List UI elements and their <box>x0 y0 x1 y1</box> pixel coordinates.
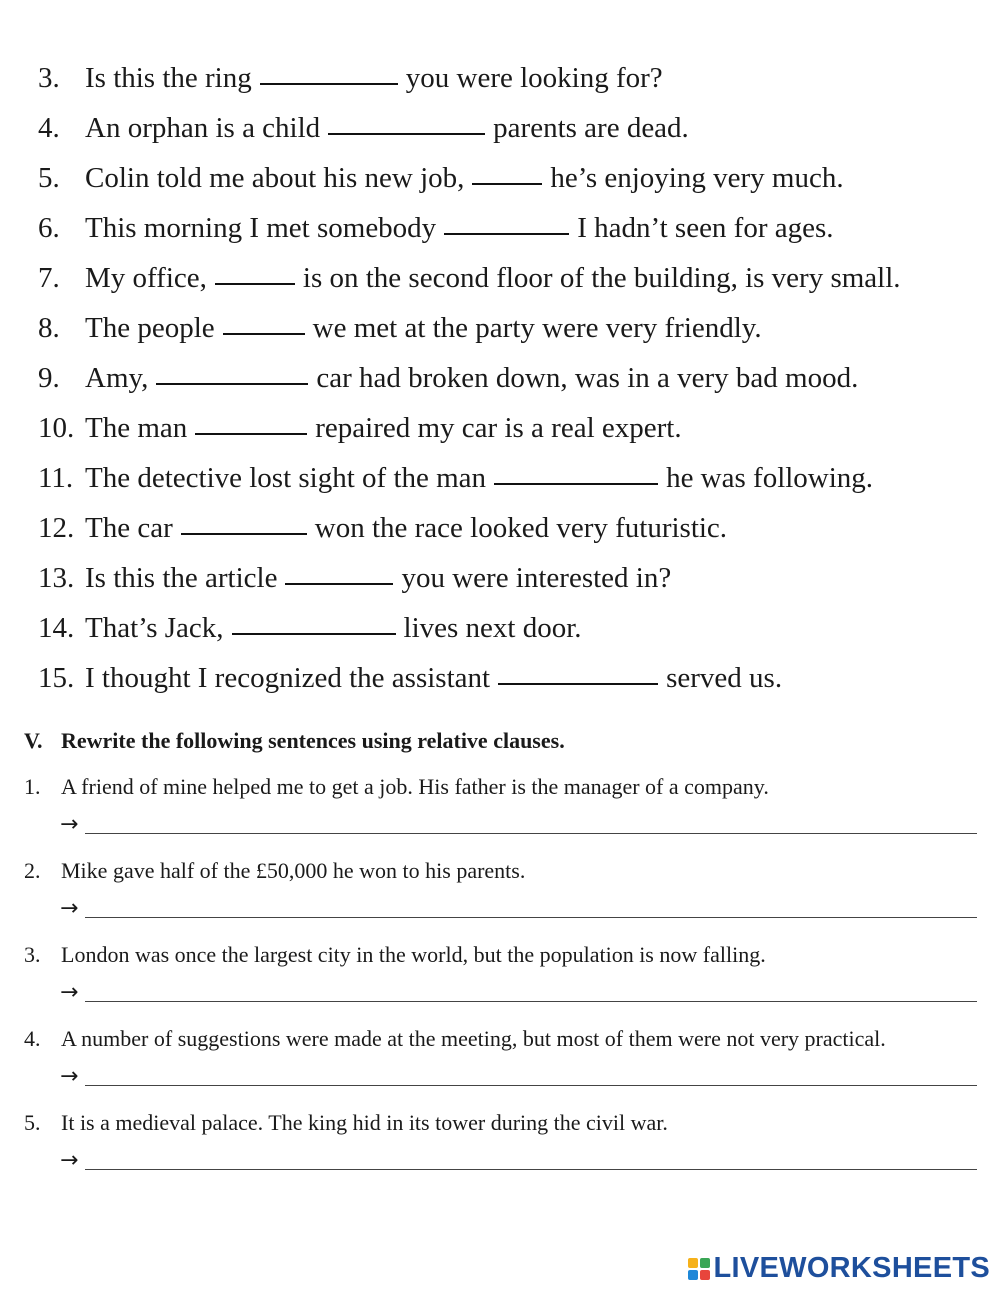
blank-input[interactable] <box>195 407 307 435</box>
item-text-after: won the race looked very futuristic. <box>314 512 728 544</box>
arrow-icon: → <box>60 980 79 1005</box>
rewrite-sentence: A friend of mine helped me to get a job. His father is the manager of a company. <box>61 774 769 799</box>
item-text-after: lives next door. <box>403 612 582 644</box>
logo-text: LIVEWORKSHEETS <box>713 1252 990 1284</box>
fill-item-4 <box>38 107 988 157</box>
item-text-after: served us. <box>666 662 783 694</box>
item-number: 14. <box>38 612 75 644</box>
blank-input[interactable] <box>156 357 308 385</box>
item-text-after: he’s enjoying very much. <box>550 162 844 194</box>
section-title: Rewrite the following sentences using relative clauses. <box>61 728 565 753</box>
item-text-before: That’s Jack, <box>85 612 224 644</box>
item-text-after: I hadn’t seen for ages. <box>577 212 834 244</box>
fill-item-14 <box>38 607 988 657</box>
item-text-before: The man <box>85 412 188 444</box>
rewrite-item-4 <box>24 1022 977 1090</box>
item-text-after: is on the second floor of the building, is very small. <box>302 262 901 294</box>
item-number: 8. <box>38 312 60 344</box>
item-text-after: he was following. <box>666 462 874 494</box>
blank-input[interactable] <box>223 307 305 335</box>
arrow-icon: → <box>60 1148 79 1173</box>
blank-input[interactable] <box>232 607 396 635</box>
blank-input[interactable] <box>498 657 658 685</box>
item-number: 3. <box>38 62 60 94</box>
fill-item-12 <box>38 507 988 557</box>
logo-block <box>688 1258 698 1268</box>
rewrite-number: 4. <box>24 1026 41 1051</box>
blank-input[interactable] <box>215 257 295 285</box>
fill-item-9 <box>38 357 988 407</box>
item-text-before: The detective lost sight of the man <box>85 462 487 494</box>
rewrite-number: 1. <box>24 774 41 799</box>
answer-input[interactable] <box>85 899 977 918</box>
item-number: 10. <box>38 412 75 444</box>
blank-input[interactable] <box>472 157 542 185</box>
item-text-before: Is this the ring <box>85 62 252 94</box>
arrow-icon: → <box>60 812 79 837</box>
fill-item-11 <box>38 457 988 507</box>
item-text-after: repaired my car is a real expert. <box>315 412 682 444</box>
item-text-before: This morning I met somebody <box>85 212 437 244</box>
item-text-after: car had broken down, was in a very bad mood. <box>316 362 859 394</box>
item-text-before: I thought I recognized the assistant <box>85 662 491 694</box>
item-number: 7. <box>38 262 60 294</box>
section-number: V. <box>24 728 43 753</box>
fill-item-13 <box>38 557 988 607</box>
answer-input[interactable] <box>85 1151 977 1170</box>
arrow-icon: → <box>60 896 79 921</box>
fill-item-5 <box>38 157 988 207</box>
rewrite-item-3 <box>24 938 977 1006</box>
rewrite-item-1 <box>24 770 977 838</box>
fill-item-8 <box>38 307 988 357</box>
item-number: 9. <box>38 362 60 394</box>
rewrite-list <box>24 770 977 1190</box>
item-number: 15. <box>38 662 75 694</box>
liveworksheets-logo <box>688 1252 991 1285</box>
blank-input[interactable] <box>494 457 658 485</box>
answer-input[interactable] <box>85 983 977 1002</box>
item-text-after: you were looking for? <box>405 62 663 94</box>
logo-block <box>700 1270 710 1280</box>
fill-item-3 <box>38 57 988 107</box>
item-text-after: we met at the party were very friendly. <box>312 312 762 344</box>
rewrite-sentence: It is a medieval palace. The king hid in its tower during the civil war. <box>61 1110 668 1135</box>
blank-input[interactable] <box>328 107 485 135</box>
item-text-after: you were interested in? <box>401 562 672 594</box>
fill-item-10 <box>38 407 988 457</box>
fill-in-list <box>38 57 988 707</box>
logo-block <box>688 1270 698 1280</box>
blank-input[interactable] <box>181 507 307 535</box>
rewrite-sentence: Mike gave half of the £50,000 he won to his parents. <box>61 858 526 883</box>
item-number: 5. <box>38 162 60 194</box>
logo-block <box>700 1258 710 1268</box>
answer-input[interactable] <box>85 815 977 834</box>
rewrite-number: 2. <box>24 858 41 883</box>
rewrite-sentence: A number of suggestions were made at the meeting, but most of them were not very practical. <box>61 1026 886 1051</box>
blank-input[interactable] <box>444 207 569 235</box>
item-text-before: The people <box>85 312 215 344</box>
blank-input[interactable] <box>260 57 398 85</box>
item-number: 4. <box>38 112 60 144</box>
logo-blocks-icon <box>688 1258 710 1280</box>
item-text-before: An orphan is a child <box>85 112 321 144</box>
blank-input[interactable] <box>285 557 393 585</box>
fill-item-15 <box>38 657 988 707</box>
rewrite-number: 5. <box>24 1110 41 1135</box>
item-number: 6. <box>38 212 60 244</box>
item-number: 12. <box>38 512 75 544</box>
item-text-before: The car <box>85 512 173 544</box>
fill-item-7 <box>38 257 988 307</box>
item-number: 13. <box>38 562 75 594</box>
item-text-before: Is this the article <box>85 562 278 594</box>
item-text-before: Colin told me about his new job, <box>85 162 465 194</box>
item-text-after: parents are dead. <box>493 112 689 144</box>
rewrite-number: 3. <box>24 942 41 967</box>
rewrite-item-5 <box>24 1106 977 1174</box>
item-number: 11. <box>38 462 74 494</box>
arrow-icon: → <box>60 1064 79 1089</box>
item-text-before: My office, <box>85 262 207 294</box>
section-v-heading <box>24 728 565 754</box>
rewrite-sentence: London was once the largest city in the world, but the population is now falling. <box>61 942 766 967</box>
item-text-before: Amy, <box>85 362 149 394</box>
rewrite-item-2 <box>24 854 977 922</box>
answer-input[interactable] <box>85 1067 977 1086</box>
fill-item-6 <box>38 207 988 257</box>
